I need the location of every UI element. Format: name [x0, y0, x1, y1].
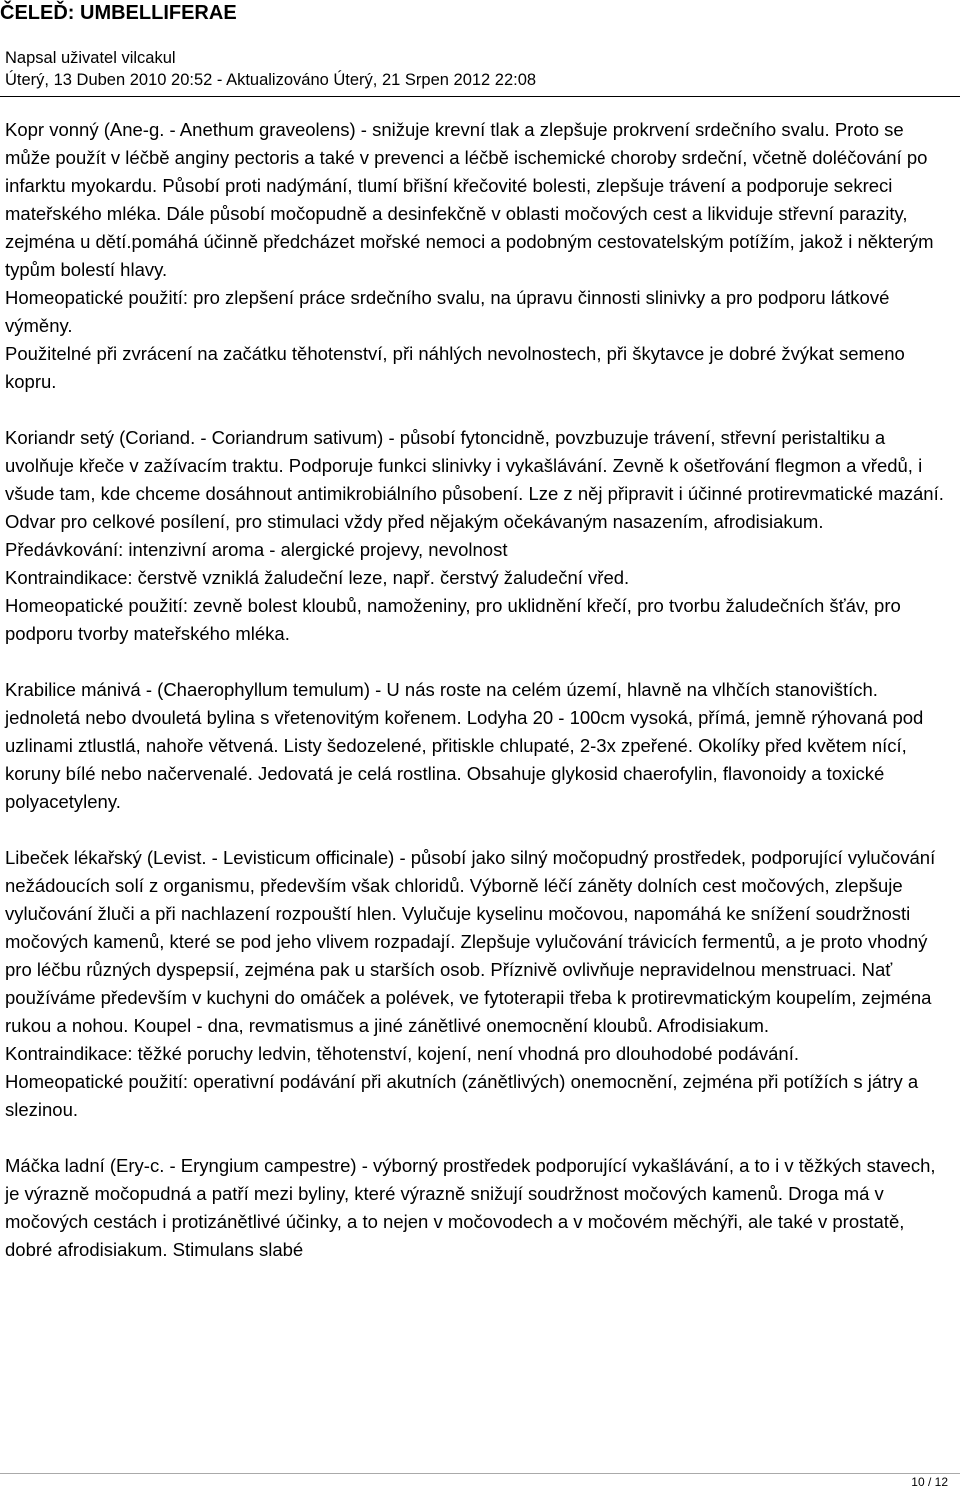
author-line: Napsal uživatel vilcakul	[5, 49, 176, 67]
section-spacer	[5, 1124, 951, 1152]
paragraph: Kontraindikace: těžké poruchy ledvin, těhotenství, kojení, není vhodná pro dlouhodobé podávání.	[5, 1043, 799, 1064]
section-spacer	[5, 816, 951, 844]
page-title: ČELEĎ: UMBELLIFERAE	[0, 2, 237, 24]
footer-divider	[0, 1473, 960, 1474]
article-body	[5, 116, 951, 1264]
paragraph: Koriandr setý (Coriand. - Coriandrum sativum) - působí fytoncidně, povzbuzuje trávení, střevní peristaltiku a uvolňuje křeče v zažívacím traktu. Podporuje funkci slinivky i vykašlávání. Zevně k ošetřování flegmon a vředů, i všude tam, kde chceme dosáhnout antimikrobiálního působení. Lze z něj připravit i účinné protirevmatické mazání. Odvar pro celkové posílení, pro stimulaci vždy před nějakým očekávaným nasazením, afrodisiakum.	[5, 427, 944, 532]
paragraph: Kopr vonný (Ane-g. - Anethum graveolens) - snižuje krevní tlak a zlepšuje prokrvení srdečního svalu. Proto se může použít v léčbě anginy pectoris a také v prevenci a léčbě ischemické choroby srdeční, včetně doléčování po infarktu myokardu. Působí proti nadýmání, tlumí břišní křečovité bolesti, zlepšuje trávení a podporuje sekreci mateřského mléka. Dále působí močopudně a desinfekčně v oblasti močových cest a likviduje střevní parazity, zejména u dětí.pomáhá účinně předcházet mořské nemoci a podobným cestovatelským potížím, jakož i některým typům bolestí hlavy.	[5, 119, 934, 280]
section-spacer	[5, 396, 951, 424]
paragraph: Máčka ladní (Ery-c. - Eryngium campestre) - výborný prostředek podporující vykašlávání, a to i v těžkých stavech, je výrazně močopudná a patří mezi byliny, které výrazně snižují soudržnost močových kamenů. Droga má v močových cestách i protizánětlivé účinky, a to nejen v močovodech a v močovém měchýři, ale také v prostatě, dobré afrodisiakum. Stimulans slabé	[5, 1155, 936, 1260]
header-divider	[0, 96, 960, 97]
paragraph: Homeopatické použití: pro zlepšení práce srdečního svalu, na úpravu činnosti slinivky a pro podporu látkové výměny.	[5, 287, 890, 336]
page-number: 10 / 12	[911, 1475, 948, 1489]
paragraph: Kontraindikace: čerstvě vzniklá žaludeční leze, např. čerstvý žaludeční vřed.	[5, 567, 630, 588]
paragraph: Krabilice mánivá - (Chaerophyllum temulum) - U nás roste na celém území, hlavně na vlhčích stanovištích. jednoletá nebo dvouletá bylina s vřetenovitým kořenem. Lodyha 20 - 100cm vysoká, přímá, jemně rýhovaná pod uzlinami ztlustlá, nahoře větvená. Listy šedozelené, přitiskle chlupaté, 2-3x zpeřené. Okolíky před květem nící, koruny bílé nebo načervenalé. Jedovatá je celá rostlina. Obsahuje glykosid chaerofylin, flavonoidy a toxické polyacetyleny.	[5, 679, 924, 812]
date-line: Úterý, 13 Duben 2010 20:52 - Aktualizováno Úterý, 21 Srpen 2012 22:08	[5, 71, 537, 89]
paragraph: Homeopatické použití: operativní podávání při akutních (zánětlivých) onemocnění, zejména při potížích s játry a slezinou.	[5, 1071, 919, 1120]
section-spacer	[5, 648, 951, 676]
paragraph: Libeček lékařský (Levist. - Levisticum officinale) - působí jako silný močopudný prostředek, podporující vylučování nežádoucích solí z organismu, především však chloridů. Výborně léčí záněty dolních cest močových, zlepšuje vylučování žluči a při nachlazení rozpouští hlen. Vylučuje kyselinu močovou, napomáhá ke snížení soudržnosti močových kamenů, které se pod jeho vlivem rozpadají. Zlepšuje vylučování trávicích fermentů, a je proto vhodný pro léčbu různých dyspepsií, zejména pak u starších osob. Příznivě ovlivňuje nepravidelnou menstruaci. Nať používáme především v kuchyni do omáček a polévek, ve fytoterapii třeba k protirevmatickým koupelím, zejména rukou a nohou. Koupel - dna, revmatismus a jiné zánětlivé onemocnění kloubů. Afrodisiakum.	[5, 847, 936, 1036]
paragraph: Použitelné při zvrácení na začátku těhotenství, při náhlých nevolnostech, při škytavce je dobré žvýkat semeno kopru.	[5, 343, 905, 392]
article-meta	[5, 47, 536, 91]
paragraph: Předávkování: intenzivní aroma - alergické projevy, nevolnost	[5, 539, 508, 560]
paragraph: Homeopatické použití: zevně bolest kloubů, namoženiny, pro uklidnění křečí, pro tvorbu žaludečních šťáv, pro podporu tvorby mateřského mléka.	[5, 595, 901, 644]
